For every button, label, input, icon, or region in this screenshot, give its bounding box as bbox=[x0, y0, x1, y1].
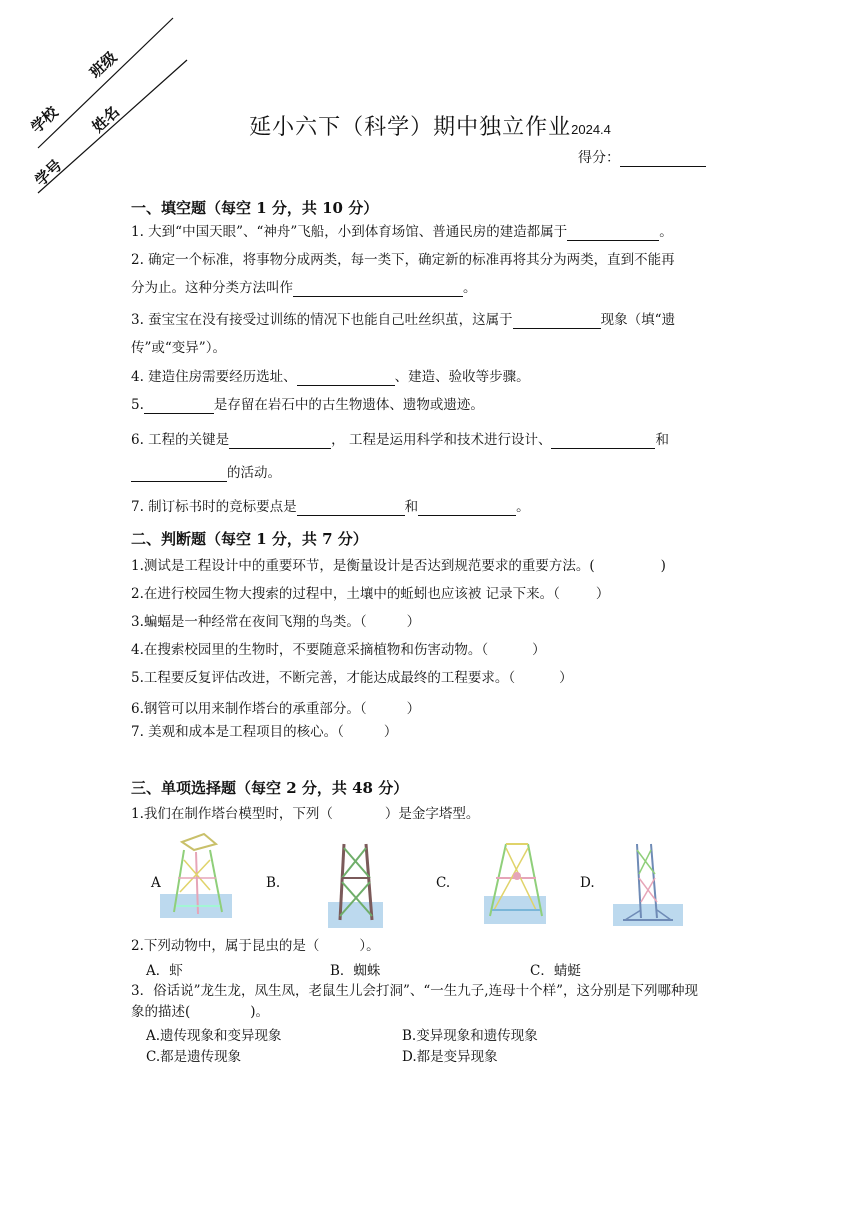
s2-item-2: 2.在进行校园生物大搜索的过程中，土壤中的蚯蚓也应该被 记录下来。（ ） bbox=[131, 586, 610, 602]
section1-heading: 一、填空题（每空 1 分，共 10 分） bbox=[131, 199, 379, 217]
s1-q7-blank-1[interactable] bbox=[297, 501, 405, 516]
s2-item-5: 5.工程要反复评估改进，不断完善，才能达成最终的工程要求。（ ） bbox=[131, 670, 573, 686]
s2-item-4: 4.在搜索校园里的生物时，不要随意采摘植物和伤害动物。（ ） bbox=[131, 642, 546, 658]
tower-d-image bbox=[613, 840, 685, 928]
page-title bbox=[0, 110, 860, 141]
s1-q6-blank-1[interactable] bbox=[229, 434, 331, 449]
s2-item-3: 3.蝙蝠是一种经常在夜间飞翔的鸟类。（ ） bbox=[131, 614, 421, 630]
class-label: 班级 bbox=[86, 48, 121, 82]
title-date: 2024.4 bbox=[571, 122, 611, 137]
s1-question-6-line2: 的活动。 bbox=[131, 464, 281, 482]
score-blank[interactable] bbox=[620, 152, 706, 167]
s1-question-5: 5. 是存留在岩石中的古生物遗体、遗物或遗迹。 bbox=[131, 397, 484, 413]
number-label: 学号 bbox=[31, 155, 66, 190]
tower-option-b-label: B. bbox=[266, 875, 281, 891]
tower-option-d-label: D. bbox=[580, 875, 595, 891]
s1-q5-blank[interactable] bbox=[144, 399, 214, 414]
score-field bbox=[578, 147, 706, 167]
s3-q3-option-d[interactable]: D.都是变异现象 bbox=[402, 1049, 498, 1065]
s1-q1-blank[interactable] bbox=[567, 226, 659, 241]
s3-q3-option-a[interactable]: A.遗传现象和变异现象 bbox=[146, 1028, 282, 1044]
s3-q2-option-c[interactable]: C．蜻蜓 bbox=[530, 963, 581, 979]
score-label: 得分： bbox=[578, 150, 620, 166]
section2-heading: 二、判断题（每空 1 分，共 7 分） bbox=[131, 530, 368, 548]
s1-question-3-line2: 传”或“变异”）。 bbox=[131, 340, 226, 356]
s3-q3-option-c[interactable]: C.都是遗传现象 bbox=[146, 1049, 242, 1065]
school-label: 学校 bbox=[27, 102, 62, 137]
tower-b-image bbox=[328, 838, 384, 930]
s1-question-3: 3. 蚕宝宝在没有接受过训练的情况下也能自己吐丝织茧，这属于 现象（填“遗 bbox=[131, 312, 676, 328]
s1-q6-blank-3[interactable] bbox=[131, 467, 227, 482]
tower-a-image bbox=[160, 830, 234, 920]
s1-question-4: 4. 建造住房需要经历选址、 、建造、验收等步骤。 bbox=[131, 369, 530, 385]
s1-question-7: 7. 制订标书时的竞标要点是 和 。 bbox=[131, 499, 530, 515]
tower-option-c-label: C. bbox=[436, 875, 451, 891]
s3-question-3-line2: 象的描述( )。 bbox=[131, 1004, 270, 1020]
s1-question-2-line1: 2. 确定一个标准，将事物分成两类，每一类下，确定新的标准再将其分为两类，直到不能再 bbox=[131, 252, 675, 268]
s3-question-1: 1.我们在制作塔台模型时，下列（ ）是金字塔型。 bbox=[131, 806, 480, 822]
s3-question-3-line1: 3．俗话说”龙生龙，凤生凤，老鼠生儿会打洞”、“一生九子,连母十个样”，这分别是下列哪种现 bbox=[131, 983, 698, 999]
s3-q2-option-b[interactable]: B．蜘蛛 bbox=[330, 963, 381, 979]
s3-q3-option-b[interactable]: B.变异现象和遗传现象 bbox=[402, 1028, 538, 1044]
s1-q6-blank-2[interactable] bbox=[551, 434, 655, 449]
name-label: 姓名 bbox=[88, 102, 123, 137]
s1-q7-blank-2[interactable] bbox=[418, 501, 516, 516]
s3-question-2: 2.下列动物中，属于昆虫的是（ ）。 bbox=[131, 938, 380, 954]
s1-question-6: 6. 工程的关键是 ， 工程是运用科学和技术进行设计、 和 bbox=[131, 432, 669, 448]
section3-heading: 三、单项选择题（每空 2 分，共 48 分） bbox=[131, 779, 409, 797]
s3-q2-option-a[interactable]: A．虾 bbox=[146, 963, 183, 979]
s1-q3-blank[interactable] bbox=[513, 314, 601, 329]
tower-option-a-label: A bbox=[151, 875, 161, 891]
tower-c-image bbox=[484, 838, 548, 928]
s1-q2-blank[interactable] bbox=[293, 282, 463, 297]
s1-question-1: 1. 大到“中国天眼”、“神舟”飞船，小到体育场馆、普通民房的建造都属于 。 bbox=[131, 224, 673, 240]
s2-item-6: 6.钢管可以用来制作塔台的承重部分。（ ） bbox=[131, 701, 421, 717]
s2-item-1: 1.测试是工程设计中的重要环节，是衡量设计是否达到规范要求的重要方法。( ) bbox=[131, 558, 666, 574]
title-text: 延小六下（科学）期中独立作业 bbox=[249, 115, 572, 140]
s2-item-7: 7. 美观和成本是工程项目的核心。（ ） bbox=[131, 724, 398, 740]
s1-q4-blank[interactable] bbox=[297, 371, 395, 386]
s1-question-2-line2: 分为止。这种分类方法叫作 。 bbox=[131, 280, 477, 296]
